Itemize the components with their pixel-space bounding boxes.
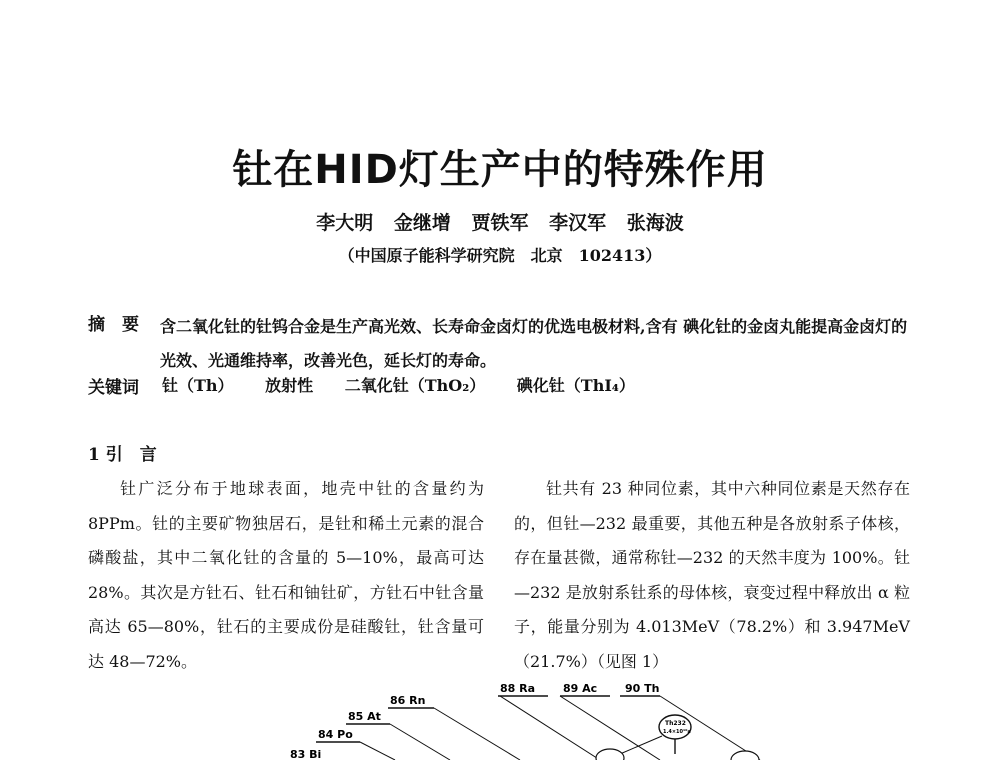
figure-element-label: 88 Ra <box>500 682 536 695</box>
figure-line <box>360 742 395 760</box>
figure-element-label: 84 Po <box>318 728 353 741</box>
figure-element-label: 83 Bi <box>290 748 322 760</box>
paper-title: 钍在HID灯生产中的特殊作用 <box>232 147 768 193</box>
author-name: 金继增 <box>393 212 451 234</box>
keyword: 放射性 <box>265 376 314 395</box>
abstract-text: 含二氧化钍的钍钨合金是生产高光效、长寿命金卤灯的优选电极材料,含有 碘化钍的金卤丸能提高金卤灯的光效、光通维持率，改善光色，延长灯的寿命。 <box>160 317 908 370</box>
keyword: 二氧化钍（ThO₂） <box>344 376 486 395</box>
decay-chain-figure <box>0 670 1000 760</box>
figure-line <box>434 708 520 760</box>
author-list <box>0 208 1000 235</box>
author-name: 李汉军 <box>549 212 607 234</box>
keyword: 碘化钍（ThI₄） <box>516 376 635 395</box>
figure-element-label: 85 At <box>348 710 381 723</box>
figure-line <box>500 696 600 760</box>
keyword: 钍（Th） <box>162 376 234 395</box>
author-name: 贾铁军 <box>471 212 529 234</box>
keywords-list <box>162 373 661 396</box>
affiliation: （中国原子能科学研究院 北京 102413） <box>338 246 662 265</box>
keywords-label: 关键词 <box>88 378 139 398</box>
decay-node <box>731 751 759 760</box>
body-paragraph: 钍广泛分布于地球表面，地壳中钍的含量约为8PPm。钍的主要矿物独居石，是钍和稀土元素的混合磷酸盐，其中二氧化钍的含量的 5—10%，最高可达 28%。其次是方钍石、钍石和铀钍矿，方钍石中钍含量高达 65—80%，钍石的主要成份是硅酸钍，钍含量可达 48—72%。 <box>88 479 484 671</box>
abstract-label: 摘 要 <box>88 315 139 335</box>
node-label: Th232 <box>665 720 686 727</box>
body-paragraph: 钍共有 23 种同位素，其中六种同位素是天然存在的，但钍—232 最重要，其他五种是各放射系子体核，存在量甚微，通常称钍—232 的天然丰度为 100%。钍—232 是放射系钍系的母体核，衰变过程中释放出 α 粒子，能量分别为 4.013MeV（78.2%）和 3.947MeV（21.7%）（见图 1） <box>514 479 910 671</box>
figure-element-label: 90 Th <box>625 682 660 695</box>
author-name: 张海波 <box>626 212 684 234</box>
node-label: 1.4×10¹⁰a <box>663 729 691 735</box>
body-column-right <box>514 472 910 679</box>
section-heading: 1 引 言 <box>88 445 157 465</box>
decay-node <box>596 749 624 760</box>
body-column-left <box>88 472 484 679</box>
figure-line <box>390 724 450 760</box>
author-name: 李大明 <box>316 212 374 234</box>
decay-node-th232 <box>659 715 691 739</box>
figure-element-label: 86 Rn <box>390 694 426 707</box>
figure-element-label: 89 Ac <box>563 682 598 695</box>
